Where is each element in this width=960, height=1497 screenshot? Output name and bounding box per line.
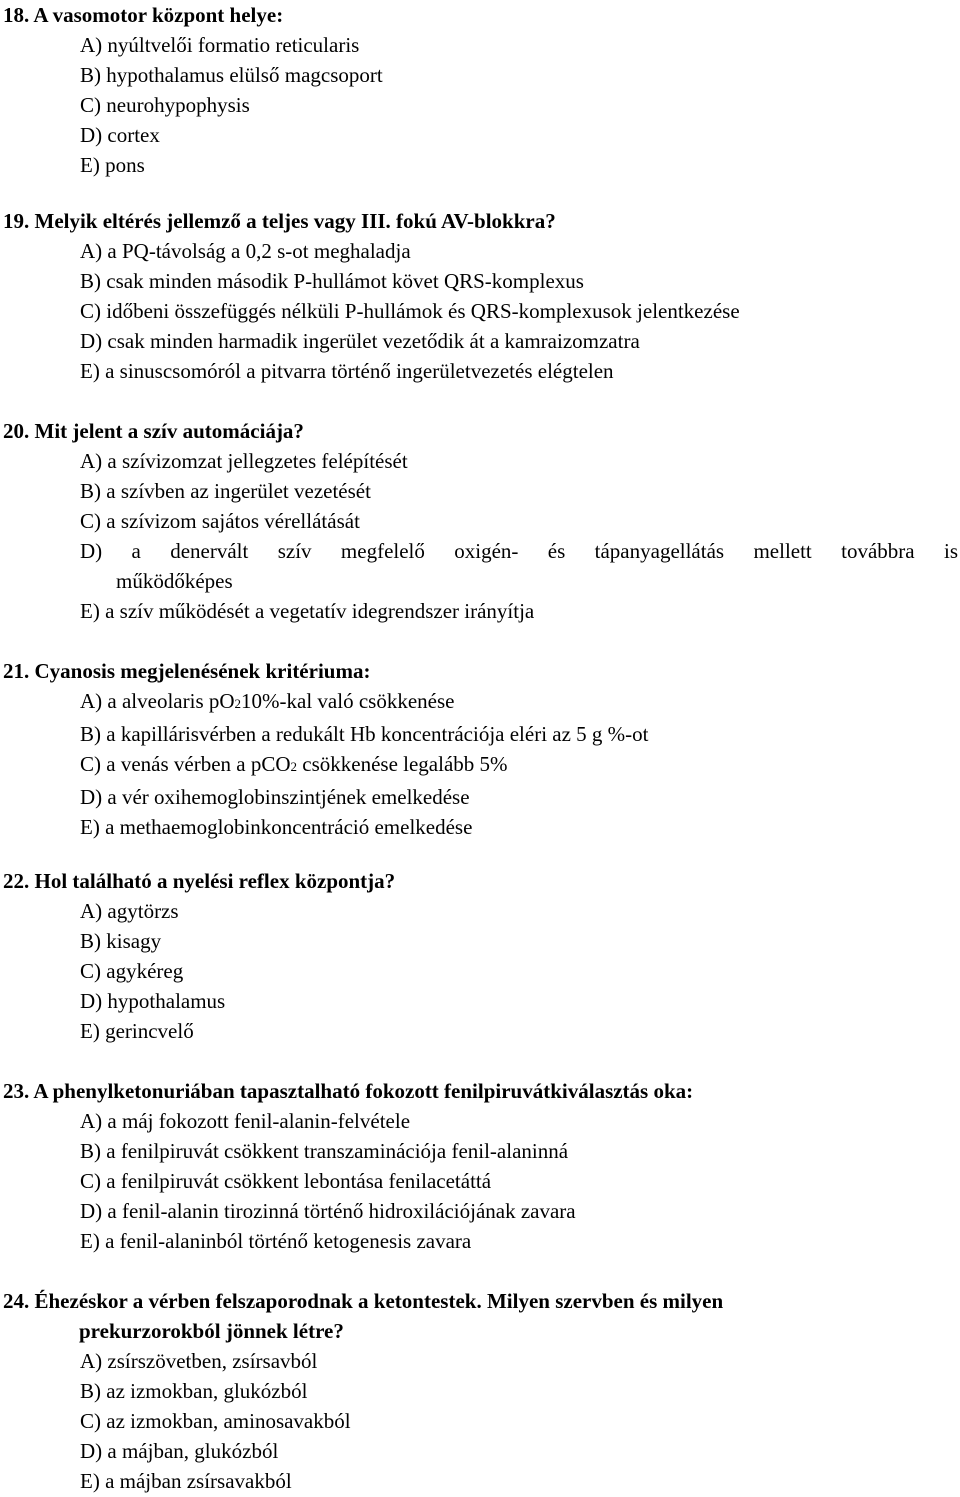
answer-option-c: C) az izmokban, aminosavakból [80,1409,351,1433]
answer-option-b: B) csak minden második P-hullámot követ QRS-komplexus [80,269,584,293]
question-title: 19. Melyik eltérés jellemző a teljes vagy III. fokú AV-blokkra? [3,209,556,233]
answer-option-d: D) cortex [80,123,160,147]
answer-option-a: A) agytörzs [80,899,179,923]
answer-option-e: E) a methaemoglobinkoncentráció emelkedése [80,815,473,839]
answer-option-d: D) a vér oxihemoglobinszintjének emelkedése [80,785,470,809]
question-title: 20. Mit jelent a szív automáciája? [3,419,304,443]
question-title: 21. Cyanosis megjelenésének kritériuma: [3,659,371,683]
subscript: 2 [234,696,242,711]
answer-option-b: B) az izmokban, glukózból [80,1379,308,1403]
question-23 [0,1076,960,1256]
answer-option-c-text-end: csökkenése legalább 5% [297,752,508,776]
answer-option-d: D) a denervált szív megfelelő oxigén- és tápanyagellátás mellett továbbra is [80,539,958,563]
question-21 [0,656,960,842]
answer-option-b: B) a fenilpiruvát csökkent transzaminációja fenil-alaninná [80,1139,569,1163]
answer-option-a: A) a szívizomzat jellegzetes felépítését [80,449,408,473]
answer-option-a: A) a PQ-távolság a 0,2 s-ot meghaladja [80,239,411,263]
answer-option-c: C) agykéreg [80,959,184,983]
answer-option-b: B) hypothalamus elülső magcsoport [80,63,383,87]
question-title-continuation: prekurzorokból jönnek létre? [79,1319,344,1343]
answer-option-b: B) kisagy [80,929,162,953]
answer-option-e: E) a szív működését a vegetatív idegrendszer irányítja [80,599,535,623]
answer-option-c: C) a szívizom sajátos vérellátását [80,509,360,533]
answer-option-a: A) nyúltvelői formatio reticularis [80,33,360,57]
answer-option-d-continuation: működőképes [116,569,233,593]
answer-option-c: C) időbeni összefüggés nélküli P-hullámok és QRS-komplexusok jelentkezése [80,299,740,323]
question-20 [0,416,960,626]
answer-option-d: D) a fenil-alanin tirozinná történő hidroxilációjának zavara [80,1199,576,1223]
answer-option-d: D) a májban, glukózból [80,1439,279,1463]
question-title: 23. A phenylketonuriában tapasztalható fokozott fenilpiruvátkiválasztás oka: [3,1079,694,1103]
answer-option-d: D) csak minden harmadik ingerület vezetődik át a kamraizomzatra [80,329,640,353]
question-18 [0,0,960,180]
answer-option-c: C) neurohypophysis [80,93,250,117]
answer-option-e: E) a fenil-alaninból történő ketogenesis zavara [80,1229,472,1253]
question-title: 22. Hol található a nyelési reflex központja? [3,869,396,893]
answer-option-a [0,686,960,719]
answer-option-c: C) a fenilpiruvát csökkent lebontása fenilacetáttá [80,1169,492,1193]
question-title: 18. A vasomotor központ helye: [3,3,284,27]
answer-option-e: E) pons [80,153,145,177]
answer-option-a-text-end: 10%-kal való csökkenése [241,689,455,713]
answer-option-a: A) zsírszövetben, zsírsavból [80,1349,318,1373]
answer-option-a: A) a máj fokozott fenil-alanin-felvétele [80,1109,411,1133]
answer-option-e: E) gerincvelő [80,1019,194,1043]
answer-option-e: E) a sinuscsomóról a pitvarra történő ingerületvezetés elégtelen [80,359,614,383]
answer-option-a-text: A) a alveolaris pO [80,689,235,713]
question-title: 24. Éhezéskor a vérben felszaporodnak a ketontestek. Milyen szervben és milyen [3,1289,724,1313]
answer-option-c [0,749,960,782]
answer-option-b: B) a szívben az ingerület vezetését [80,479,371,503]
answer-option-e: E) a májban zsírsavakból [80,1469,292,1493]
subscript: 2 [290,759,298,774]
question-19 [0,206,960,386]
question-24 [0,1286,960,1496]
answer-option-b: B) a kapillárisvérben a redukált Hb koncentrációja eléri az 5 g %-ot [80,722,649,746]
question-22 [0,866,960,1046]
answer-option-c-text: C) a venás vérben a pCO [80,752,291,776]
answer-option-d: D) hypothalamus [80,989,226,1013]
